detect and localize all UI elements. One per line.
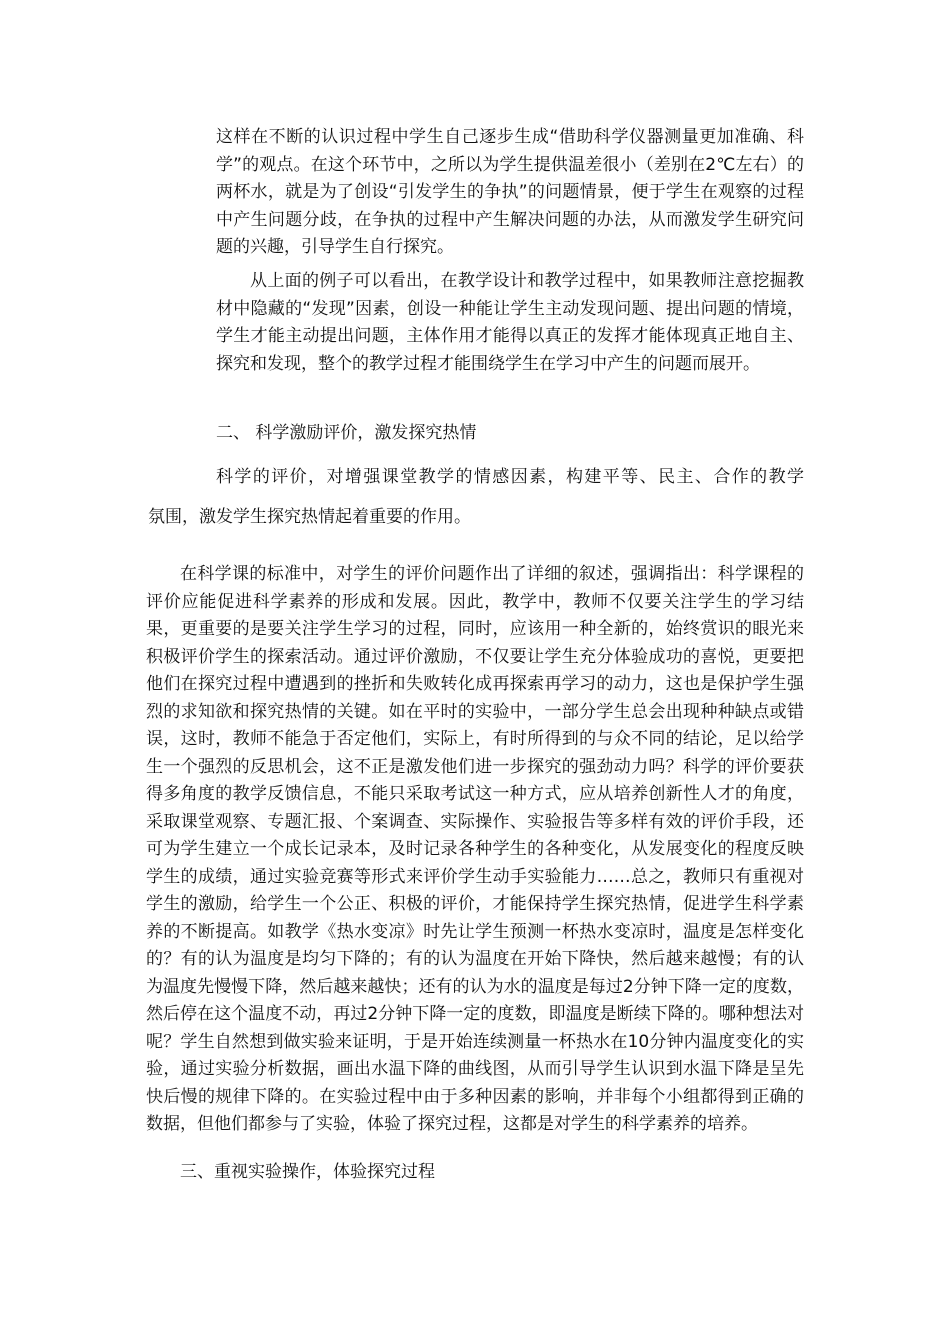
paragraph-temperature-difference: 这样在不断的认识过程中学生自己逐步生成“借助科学仪器测量更加准确、科学”的观点。在这个环节中，之所以为学生提供温差很小（差别在2℃左右）的两杯水，就是为了创设“引发学生的争执”的问题情景，便于学生在观察的过程中产生问题分歧，在争执的过程中产生解决问题的办法，从而激发学生研究问题的兴趣，引导学生自行探究。 <box>216 127 804 257</box>
paragraph-evaluation-line-1: 科学的评价，对增强课堂教学的情感因素，构建平等、民主、合作的教学 <box>216 467 804 487</box>
paragraph-science-evaluation: 在科学课的标准中，对学生的评价问题作出了详细的叙述，强调指出：科学课程的评价应能促进科学素养的形成和发展。因此，教学中，教师不仅要关注学生的学习结果，更重要的是要关注学生学习的过程，同时，应该用一种全新的，始终赏识的眼光来积极评价学生的探索活动。通过评价激励，不仅要让学生充分体验成功的喜悦，更要把他们在探究过程中遭遇到的挫折和失败转化成再探索再学习的动力，这也是保护学生强烈的求知欲和探究热情的关键。如在平时的实验中，一部分学生总会出现种种缺点或错误，这时，教师不能急于否定他们，实际上，有时所得到的与众不同的结论，足以给学生一个强烈的反思机会，这不正是激发他们进一步探究的强劲动力吗？科学的评价要获得多角度的教学反馈信息，不能只采取考试这一种方式，应从培养创新性人才的角度，采取课堂观察、专题汇报、个案调查、实际操作、实验报告等多样有效的评价手段，还可为学生建立一个成长记录本，及时记录各种学生的各种变化，从发展变化的程度反映学生的成绩，通过实验竞赛等形式来评价学生动手实验能力……总之，教师只有重视对学生的激励，给学生一个公正、积极的评价，才能保持学生探究热情，促进学生科学素养的不断提高。如教学《热水变凉》时先让学生预测一杯热水变凉时，温度是怎样变化的？有的认为温度是均匀下降的；有的认为温度在开始下降快，然后越来越慢；有的认为温度先慢慢下降，然后越来越快；还有的认为水的温度是每过2分钟下降一定的度数，然后停在这个温度不动，再过2分钟下降一定的度数，即温度是断续下降的。哪种想法对呢？学生自然想到做实验来证明，于是开始连续测量一杯热水在10分钟内温度变化的实验，通过实验分析数据，画出水温下降的曲线图，从而引导学生认识到水温下降是呈先快后慢的规律下降的。在实验过程中由于多种因素的影响，并非每个小组都得到正确的数据，但他们都参与了实验，体验了探究过程，这都是对学生的科学素养的培养。 <box>146 564 804 1134</box>
section-heading-2: 二、 科学激励评价，激发探究热情 <box>216 423 477 443</box>
section-heading-3: 三、重视实验操作，体验探究过程 <box>180 1162 435 1182</box>
paragraph-evaluation-line-2: 氛围，激发学生探究热情起着重要的作用。 <box>148 507 471 527</box>
paragraph-discovery-factors: 从上面的例子可以看出，在教学设计和教学过程中，如果教师注意挖掘教材中隐藏的“发现”因素，创设一种能让学生主动发现问题、提出问题的情境，学生才能主动提出问题，主体作用才能得以真正的发挥才能体现真正地自主、探究和发现，整个的教学过程才能围绕学生在学习中产生的问题而展开。 <box>216 271 804 374</box>
